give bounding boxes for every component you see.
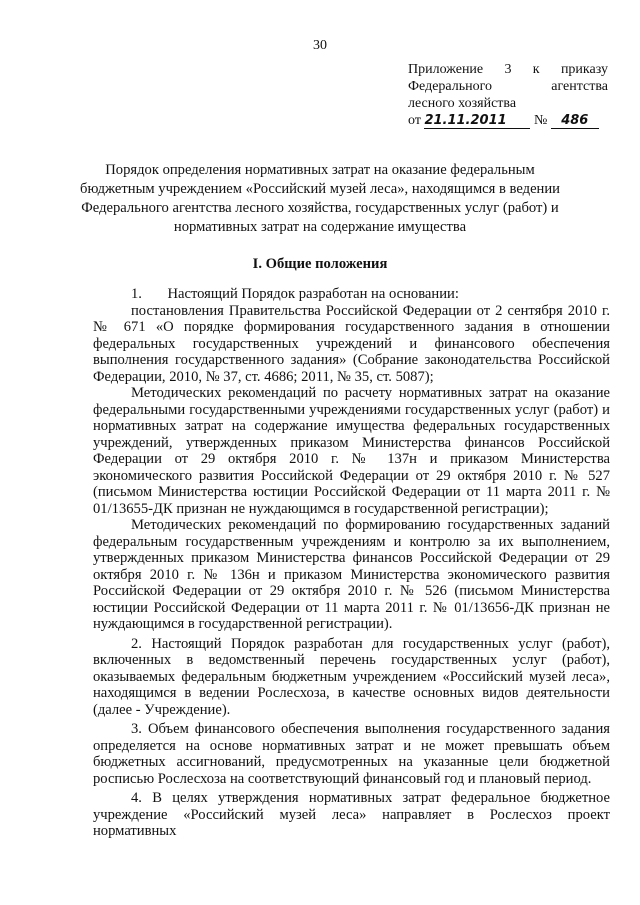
document-title: Порядок определения нормативных затрат на оказание федеральным бюджетным учреждением «Российский музей леса», находящимся в ведении Федерального агентства лесного хозяйства, государственных услуг (работ) и нормативных затрат на содержание имущества xyxy=(80,162,560,235)
appendix-word: Приложение xyxy=(408,62,484,77)
paragraph: постановления Правительства Российской Федерации от 2 сентября 2010 г. № 671 «О порядке формирования государственного задания в отношении федеральных государственных учреждений и финансового обеспечения выполнения государственного задания» (Собрание законодательства Российской Федерации, 2010, № 37, ст. 4686; 2011, № 35, ст. 5087); xyxy=(93,302,610,385)
appendix-line-3: лесного хозяйства xyxy=(408,96,517,111)
paragraph: Методических рекомендаций по формированию государственных заданий федеральным государственным учреждениям и контролю за их выполнением, утвержденных приказом Министерства финансов Российской Федерации от 29 октября 2010 г. № 136н и приказом Министерства экономического развития Российской Федерации от 29 октября 2010 г. № 526 (письмом Министерства юстиции Российской Федерации от 11 марта 2011 г. № 01/13656-ДК признан не нуждающимся в государственной регистрации). xyxy=(93,517,610,632)
from-label: от xyxy=(408,113,421,128)
appendix-line-4 xyxy=(408,112,608,129)
appendix-word: агентства xyxy=(551,79,608,94)
appendix-word: к xyxy=(532,62,540,77)
paragraph: 2. Настоящий Порядок разработан для государственных услуг (работ), включенных в ведомственный перечень государственных услуг (работ), оказываемых федеральным бюджетным учреждением «Российский музей леса», находящимся в ведении Рослесхоза, в качестве основных видов деятельности (далее - Учреждение). xyxy=(93,635,610,718)
order-date: 21.11.2011 xyxy=(424,114,530,129)
section-heading: I. Общие положения xyxy=(252,256,388,272)
order-number: 486 xyxy=(551,114,599,129)
paragraph: 3. Объем финансового обеспечения выполнения государственного задания определяется на основе нормативных затрат и не может превышать объем бюджетных ассигнований, предусмотренных на указанные цели бюджетной росписью Рослесхоза на соответствующий финансовый год и плановый период. xyxy=(93,721,610,787)
paragraph: 1. Настоящий Порядок разработан на основании: xyxy=(131,286,459,302)
number-label: № xyxy=(533,113,548,128)
paragraph: 4. В целях утверждения нормативных затрат федеральное бюджетное учреждение «Российский музей леса» направляет в Рослесхоз проект нормативных xyxy=(93,790,610,839)
paragraph: Методических рекомендаций по расчету нормативных затрат на оказание федеральными государственными учреждениями государственных услуг (работ) и нормативных затрат на содержание имущества федеральных государственных учреждений, утвержденных приказом Министерства финансов Российской Федерации от 29 октября 2010 г. № 137н и приказом Министерства экономического развития Российской Федерации от 29 октября 2010 г. № 527 (письмом Министерства юстиции Российской Федерации от 11 марта 2011 г. № 01/13655-ДК признан не нуждающимся в государственной регистрации); xyxy=(93,385,610,517)
appendix-line-2 xyxy=(408,78,608,95)
appendix-number: 3 xyxy=(504,62,512,77)
page-number: 30 xyxy=(313,38,327,53)
document-body xyxy=(93,286,610,840)
appendix-word: Федерального xyxy=(408,79,493,94)
appendix-block xyxy=(408,61,608,129)
appendix-line-1 xyxy=(408,61,608,78)
appendix-word: приказу xyxy=(560,62,608,77)
